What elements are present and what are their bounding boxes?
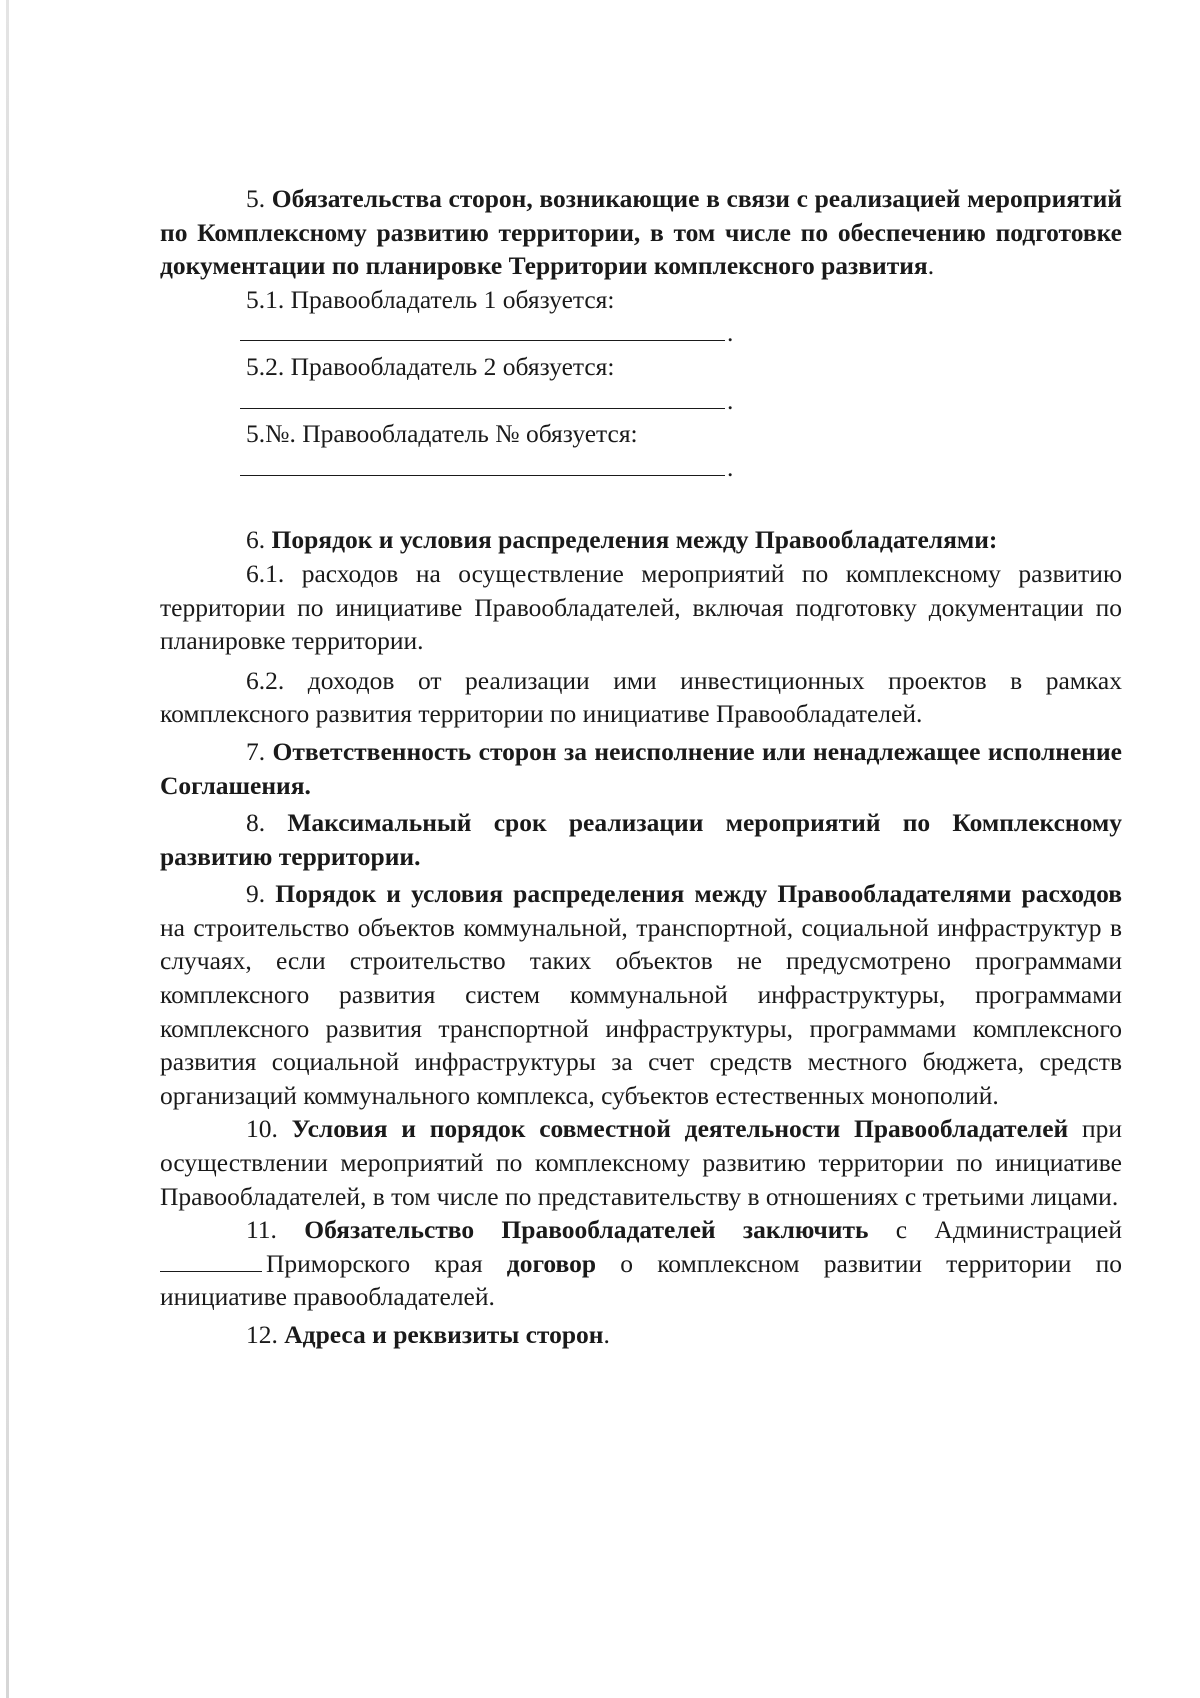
section-11-text-2: Приморского края — [266, 1248, 507, 1278]
section-6-number: 6. — [246, 525, 266, 555]
blank-line-end: . — [727, 385, 734, 415]
section-6-heading — [160, 523, 1122, 557]
section-5-heading — [160, 182, 1122, 283]
section-9-text: на строительство объектов коммунальной, транспортной, социальной инфраструктур в случаях, если строительство таких объектов не предусмотрено программами комплексного развития систем коммунальной инфраструктуры, программами комплексного развития транспортной инфраструктуры, программами комплексного развития социальной инфраструктуры за счет средств местного бюджета, средств организаций коммунального комплекса, субъектов естественных монополий. — [160, 912, 1122, 1110]
section-12-number: 12. — [246, 1320, 278, 1349]
item-5-n: 5.№. Правообладатель № обязуется: — [246, 419, 638, 449]
section-9-number: 9. — [246, 879, 266, 909]
fill-line-5-2 — [160, 384, 1122, 418]
section-11-text-1: с Администрацией — [868, 1215, 1122, 1245]
blank-line — [240, 408, 725, 409]
section-11-bold-contract: договор — [506, 1248, 597, 1278]
section-10-paragraph — [160, 1112, 1122, 1213]
section-11-text-3: о комплексном развитии территории по инициативе правообладателей. — [160, 1248, 1122, 1312]
scan-edge — [6, 0, 9, 1698]
section-5-end: . — [927, 251, 935, 281]
municipality-blank — [160, 1249, 262, 1272]
section-9-paragraph — [160, 877, 1122, 1112]
section-12-end: . — [603, 1320, 610, 1349]
document-page — [160, 182, 1122, 1352]
blank-line — [240, 475, 725, 476]
section-8-title: Максимальный срок реализации мероприятий по Комплексному развитию территории. — [160, 808, 1122, 871]
section-7-number: 7. — [246, 736, 266, 766]
item-5-1: 5.1. Правообладатель 1 обязуется: — [246, 284, 615, 314]
section-12-title: Адреса и реквизиты сторон — [284, 1320, 604, 1349]
section-7-title: Ответственность сторон за неисполнение или ненадлежащее исполнение Соглашения. — [160, 736, 1122, 800]
section-11-paragraph — [160, 1213, 1122, 1314]
section-11-number: 11. — [246, 1215, 277, 1245]
section-5-number: 5. — [246, 184, 266, 213]
item-6-2: 6.2. доходов от реализации ими инвестиционных проектов в рамках комплексного развития территории по инициативе Правообладателей. — [160, 665, 1122, 729]
section-10-number: 10. — [246, 1114, 278, 1144]
blank-line — [240, 340, 725, 341]
blank-line-end: . — [727, 452, 734, 482]
section-9-title: Порядок и условия распределения между Правообладателями расходов — [275, 879, 1123, 909]
section-5-title: Обязательства сторон, возникающие в связи с реализацией мероприятий по Комплексному развитию территории, в том числе по обеспечению подготовке документации по планировке Территории комплексного развития — [160, 184, 1122, 281]
item-5-2: 5.2. Правообладатель 2 обязуется: — [246, 351, 615, 381]
fill-line-5-n — [160, 451, 1122, 485]
section-10-text: при осуществлении мероприятий по комплексному развитию территории по инициативе Правообладателей, в том числе по представительству в отношениях с третьими лицами. — [160, 1114, 1123, 1211]
fill-line-5-1 — [160, 316, 1122, 350]
section-11-title: Обязательство Правообладателей заключить — [304, 1215, 869, 1245]
section-12-heading — [160, 1318, 1122, 1352]
blank-line-end: . — [727, 318, 734, 348]
section-8-heading — [160, 806, 1122, 873]
section-10-title: Условия и порядок совместной деятельности Правообладателей — [291, 1114, 1069, 1144]
section-8-number: 8. — [246, 808, 266, 838]
item-6-1: 6.1. расходов на осуществление мероприятий по комплексному развитию территории по инициативе Правообладателей, включая подготовку документации по планировке территории. — [160, 558, 1122, 656]
section-7-heading — [160, 735, 1122, 802]
section-6-title: Порядок и условия распределения между Правообладателями: — [271, 525, 998, 555]
